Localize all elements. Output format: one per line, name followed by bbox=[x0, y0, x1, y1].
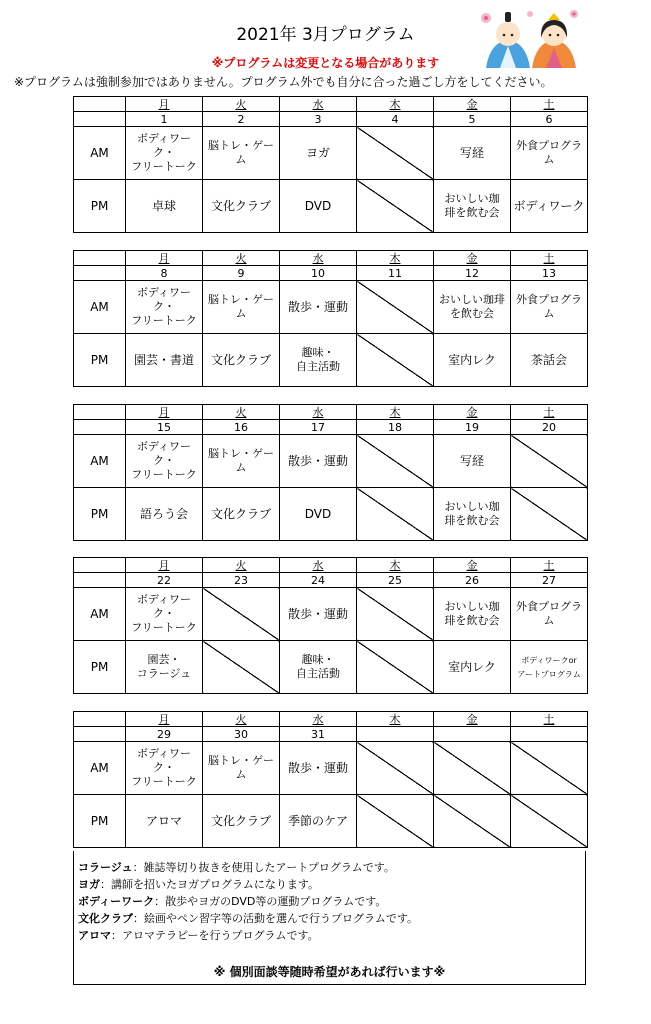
day-header: 土 bbox=[511, 251, 588, 266]
date-cell: 4 bbox=[357, 112, 434, 127]
program-cell bbox=[511, 127, 588, 180]
corner-cell bbox=[74, 405, 126, 420]
date-cell bbox=[511, 727, 588, 742]
program-label: 趣味・ 自主活動 bbox=[296, 653, 340, 680]
program-cell bbox=[511, 281, 588, 334]
pm-label: PM bbox=[74, 334, 126, 387]
date-cell: 27 bbox=[511, 573, 588, 588]
program-cell bbox=[434, 334, 511, 387]
date-cell: 26 bbox=[434, 573, 511, 588]
interview-note: ※ 個別面談等随時希望があれば行います※ bbox=[213, 965, 446, 979]
date-cell: 5 bbox=[434, 112, 511, 127]
day-header: 月 bbox=[126, 558, 203, 573]
program-cell bbox=[511, 334, 588, 387]
program-label: ボディワークor アートプログラム bbox=[517, 656, 581, 679]
date-cell: 15 bbox=[126, 420, 203, 435]
program-label: 室内レク bbox=[448, 352, 496, 367]
day-header: 水 bbox=[280, 97, 357, 112]
date-cell: 1 bbox=[126, 112, 203, 127]
program-cell bbox=[126, 435, 203, 488]
corner-cell bbox=[74, 266, 126, 281]
program-cell bbox=[280, 488, 357, 541]
program-label: おいしい珈 琲を飲む会 bbox=[444, 192, 500, 219]
corner-cell bbox=[74, 112, 126, 127]
day-header: 木 bbox=[357, 712, 434, 727]
am-label: AM bbox=[74, 742, 126, 795]
page-title: 2021年 3月プログラム bbox=[236, 25, 415, 45]
legend-desc: ：散歩やヨガのDVD等の運動プログラムです。 bbox=[154, 895, 387, 908]
day-header: 木 bbox=[357, 97, 434, 112]
no-program-cell bbox=[511, 742, 588, 795]
participation-notice: ※プログラムは強制参加ではありません。プログラム外でも自分に合った過ごし方をしてください。 bbox=[14, 75, 553, 89]
legend-desc: ：雑誌等切り抜きを使用したアートプログラムです。 bbox=[132, 861, 395, 874]
program-cell bbox=[434, 180, 511, 233]
program-label: ボディワーク・ フリートーク bbox=[131, 747, 197, 788]
day-header: 金 bbox=[434, 558, 511, 573]
legend-item bbox=[78, 876, 319, 892]
program-label: 季節のケア bbox=[287, 813, 348, 828]
no-program-cell bbox=[357, 488, 434, 541]
day-header: 火 bbox=[203, 405, 280, 420]
am-label: AM bbox=[74, 588, 126, 641]
corner-cell bbox=[74, 727, 126, 742]
date-cell: 8 bbox=[126, 266, 203, 281]
no-program-cell bbox=[357, 588, 434, 641]
date-cell: 13 bbox=[511, 266, 588, 281]
legend-item bbox=[78, 893, 386, 909]
program-label: おいしい珈琲 を飲む会 bbox=[439, 293, 505, 320]
date-cell: 12 bbox=[434, 266, 511, 281]
program-label: 文化クラブ bbox=[210, 813, 271, 828]
program-label: DVD bbox=[304, 198, 332, 213]
day-header: 金 bbox=[434, 712, 511, 727]
legend-term: 文化クラブ bbox=[78, 912, 133, 925]
date-cell: 6 bbox=[511, 112, 588, 127]
no-program-cell bbox=[434, 742, 511, 795]
day-header: 土 bbox=[511, 558, 588, 573]
day-header: 木 bbox=[357, 251, 434, 266]
day-header: 金 bbox=[434, 251, 511, 266]
program-cell bbox=[511, 641, 588, 694]
date-cell: 22 bbox=[126, 573, 203, 588]
program-cell bbox=[203, 742, 280, 795]
legend bbox=[73, 851, 586, 985]
date-cell: 20 bbox=[511, 420, 588, 435]
day-header: 水 bbox=[280, 558, 357, 573]
date-cell: 11 bbox=[357, 266, 434, 281]
program-label: 卓球 bbox=[151, 198, 176, 213]
program-label: 脳トレ・ゲー ム bbox=[208, 447, 274, 474]
legend-item bbox=[78, 910, 418, 926]
no-program-cell bbox=[357, 795, 434, 848]
program-label: ボディワーク・ フリートーク bbox=[131, 286, 197, 327]
program-label: 散歩・運動 bbox=[287, 606, 348, 621]
program-cell bbox=[434, 588, 511, 641]
no-program-cell bbox=[203, 641, 280, 694]
no-program-cell bbox=[357, 435, 434, 488]
program-label: 文化クラブ bbox=[210, 352, 271, 367]
program-label: 園芸・ コラージュ bbox=[136, 653, 192, 680]
program-label: 脳トレ・ゲーム bbox=[208, 754, 274, 781]
program-label: 外食プログラ ム bbox=[516, 600, 582, 627]
program-label: 室内レク bbox=[448, 659, 496, 674]
program-label: 散歩・運動 bbox=[287, 760, 348, 775]
corner-cell bbox=[74, 251, 126, 266]
program-cell bbox=[434, 488, 511, 541]
change-warning: ※プログラムは変更となる場合があります bbox=[211, 56, 440, 70]
program-cell bbox=[126, 127, 203, 180]
day-header: 金 bbox=[434, 97, 511, 112]
day-header: 火 bbox=[203, 251, 280, 266]
program-label: 散歩・運動 bbox=[287, 299, 348, 314]
legend-term: ヨガ bbox=[78, 878, 100, 891]
date-cell: 16 bbox=[203, 420, 280, 435]
program-label: ボディワーク・ フリートーク bbox=[131, 132, 197, 173]
date-cell: 23 bbox=[203, 573, 280, 588]
day-header: 水 bbox=[280, 405, 357, 420]
program-label: アロマ bbox=[145, 813, 182, 828]
program-cell bbox=[203, 435, 280, 488]
week-table-3 bbox=[73, 404, 588, 541]
program-cell bbox=[203, 281, 280, 334]
program-cell bbox=[203, 795, 280, 848]
program-cell bbox=[203, 334, 280, 387]
program-cell bbox=[280, 281, 357, 334]
legend-item bbox=[78, 927, 319, 943]
program-label: 茶話会 bbox=[530, 352, 567, 367]
date-cell: 17 bbox=[280, 420, 357, 435]
legend-desc: ：絵画やペン習字等の活動を選んで行うプログラムです。 bbox=[133, 912, 419, 925]
no-program-cell bbox=[357, 641, 434, 694]
program-label: 写経 bbox=[459, 145, 484, 160]
legend-term: ボディーワーク bbox=[78, 895, 155, 908]
program-cell bbox=[280, 180, 357, 233]
program-cell bbox=[126, 180, 203, 233]
no-program-cell bbox=[357, 281, 434, 334]
legend-desc: ：講師を招いたヨガプログラムになります。 bbox=[100, 878, 320, 891]
program-cell bbox=[126, 281, 203, 334]
legend-term: アロマ bbox=[78, 929, 111, 942]
day-header: 木 bbox=[357, 558, 434, 573]
day-header: 月 bbox=[126, 97, 203, 112]
date-cell: 18 bbox=[357, 420, 434, 435]
corner-cell bbox=[74, 558, 126, 573]
program-label: 園芸・書道 bbox=[133, 352, 194, 367]
program-label: 語ろう会 bbox=[139, 506, 188, 521]
legend-term: コラージュ bbox=[78, 861, 133, 874]
program-cell bbox=[280, 795, 357, 848]
week-table-5 bbox=[73, 711, 588, 848]
program-label: 脳トレ・ゲー ム bbox=[208, 293, 274, 320]
program-label: 写経 bbox=[459, 453, 484, 468]
corner-cell bbox=[74, 420, 126, 435]
program-label: 文化クラブ bbox=[210, 198, 271, 213]
am-label: AM bbox=[74, 281, 126, 334]
program-cell bbox=[203, 127, 280, 180]
legend-item bbox=[78, 859, 395, 875]
no-program-cell bbox=[434, 795, 511, 848]
program-cell bbox=[203, 180, 280, 233]
date-cell: 29 bbox=[126, 727, 203, 742]
program-cell bbox=[280, 334, 357, 387]
am-label: AM bbox=[74, 127, 126, 180]
am-label: AM bbox=[74, 435, 126, 488]
no-program-cell bbox=[357, 334, 434, 387]
no-program-cell bbox=[357, 127, 434, 180]
day-header: 火 bbox=[203, 97, 280, 112]
day-header: 火 bbox=[203, 712, 280, 727]
date-cell bbox=[357, 727, 434, 742]
day-header: 水 bbox=[280, 251, 357, 266]
legend-desc: ：アロマテラピーを行うプログラムです。 bbox=[111, 929, 319, 942]
program-label: おいしい珈 琲を飲む会 bbox=[444, 600, 500, 627]
day-header: 木 bbox=[357, 405, 434, 420]
day-header: 土 bbox=[511, 405, 588, 420]
day-header: 土 bbox=[511, 97, 588, 112]
date-cell: 24 bbox=[280, 573, 357, 588]
program-cell bbox=[126, 588, 203, 641]
program-cell bbox=[280, 641, 357, 694]
no-program-cell bbox=[203, 588, 280, 641]
day-header: 土 bbox=[511, 712, 588, 727]
day-header: 月 bbox=[126, 405, 203, 420]
program-cell bbox=[126, 795, 203, 848]
program-cell bbox=[126, 641, 203, 694]
program-cell bbox=[434, 281, 511, 334]
no-program-cell bbox=[511, 795, 588, 848]
program-cell bbox=[280, 588, 357, 641]
day-header: 金 bbox=[434, 405, 511, 420]
program-label: 外食プログラ ム bbox=[516, 139, 582, 166]
week-table-4 bbox=[73, 557, 588, 694]
no-program-cell bbox=[511, 488, 588, 541]
program-label: 趣味・ 自主活動 bbox=[296, 346, 340, 373]
program-cell bbox=[126, 742, 203, 795]
program-cell bbox=[280, 127, 357, 180]
program-label: 脳トレ・ゲー ム bbox=[208, 139, 274, 166]
week-table-1 bbox=[73, 96, 588, 233]
date-cell: 31 bbox=[280, 727, 357, 742]
program-cell bbox=[280, 435, 357, 488]
program-label: ボディワーク bbox=[513, 198, 585, 213]
pm-label: PM bbox=[74, 180, 126, 233]
program-label: おいしい珈 琲を飲む会 bbox=[444, 500, 500, 527]
corner-cell bbox=[74, 573, 126, 588]
day-header: 月 bbox=[126, 251, 203, 266]
date-cell: 2 bbox=[203, 112, 280, 127]
program-cell bbox=[126, 488, 203, 541]
date-cell: 19 bbox=[434, 420, 511, 435]
program-cell bbox=[203, 488, 280, 541]
program-label: ヨガ bbox=[305, 145, 330, 160]
date-cell: 3 bbox=[280, 112, 357, 127]
program-cell bbox=[126, 334, 203, 387]
program-cell bbox=[280, 742, 357, 795]
date-cell: 10 bbox=[280, 266, 357, 281]
program-cell bbox=[434, 641, 511, 694]
program-cell bbox=[434, 435, 511, 488]
pm-label: PM bbox=[74, 795, 126, 848]
no-program-cell bbox=[511, 435, 588, 488]
program-cell bbox=[434, 127, 511, 180]
day-header: 水 bbox=[280, 712, 357, 727]
program-cell bbox=[511, 588, 588, 641]
no-program-cell bbox=[357, 742, 434, 795]
program-label: 文化クラブ bbox=[210, 506, 271, 521]
pm-label: PM bbox=[74, 488, 126, 541]
date-cell: 9 bbox=[203, 266, 280, 281]
program-label: 散歩・運動 bbox=[287, 453, 348, 468]
day-header: 火 bbox=[203, 558, 280, 573]
week-table-2 bbox=[73, 250, 588, 387]
date-cell bbox=[434, 727, 511, 742]
no-program-cell bbox=[357, 180, 434, 233]
corner-cell bbox=[74, 97, 126, 112]
corner-cell bbox=[74, 712, 126, 727]
program-label: 外食プログラ ム bbox=[516, 293, 582, 320]
date-cell: 25 bbox=[357, 573, 434, 588]
day-header: 月 bbox=[126, 712, 203, 727]
program-label: DVD bbox=[304, 506, 332, 521]
program-cell bbox=[511, 180, 588, 233]
pm-label: PM bbox=[74, 641, 126, 694]
program-label: ボディワーク・ フリートーク bbox=[131, 593, 197, 634]
program-label: ボディワーク・ フリートーク bbox=[131, 440, 197, 481]
date-cell: 30 bbox=[203, 727, 280, 742]
